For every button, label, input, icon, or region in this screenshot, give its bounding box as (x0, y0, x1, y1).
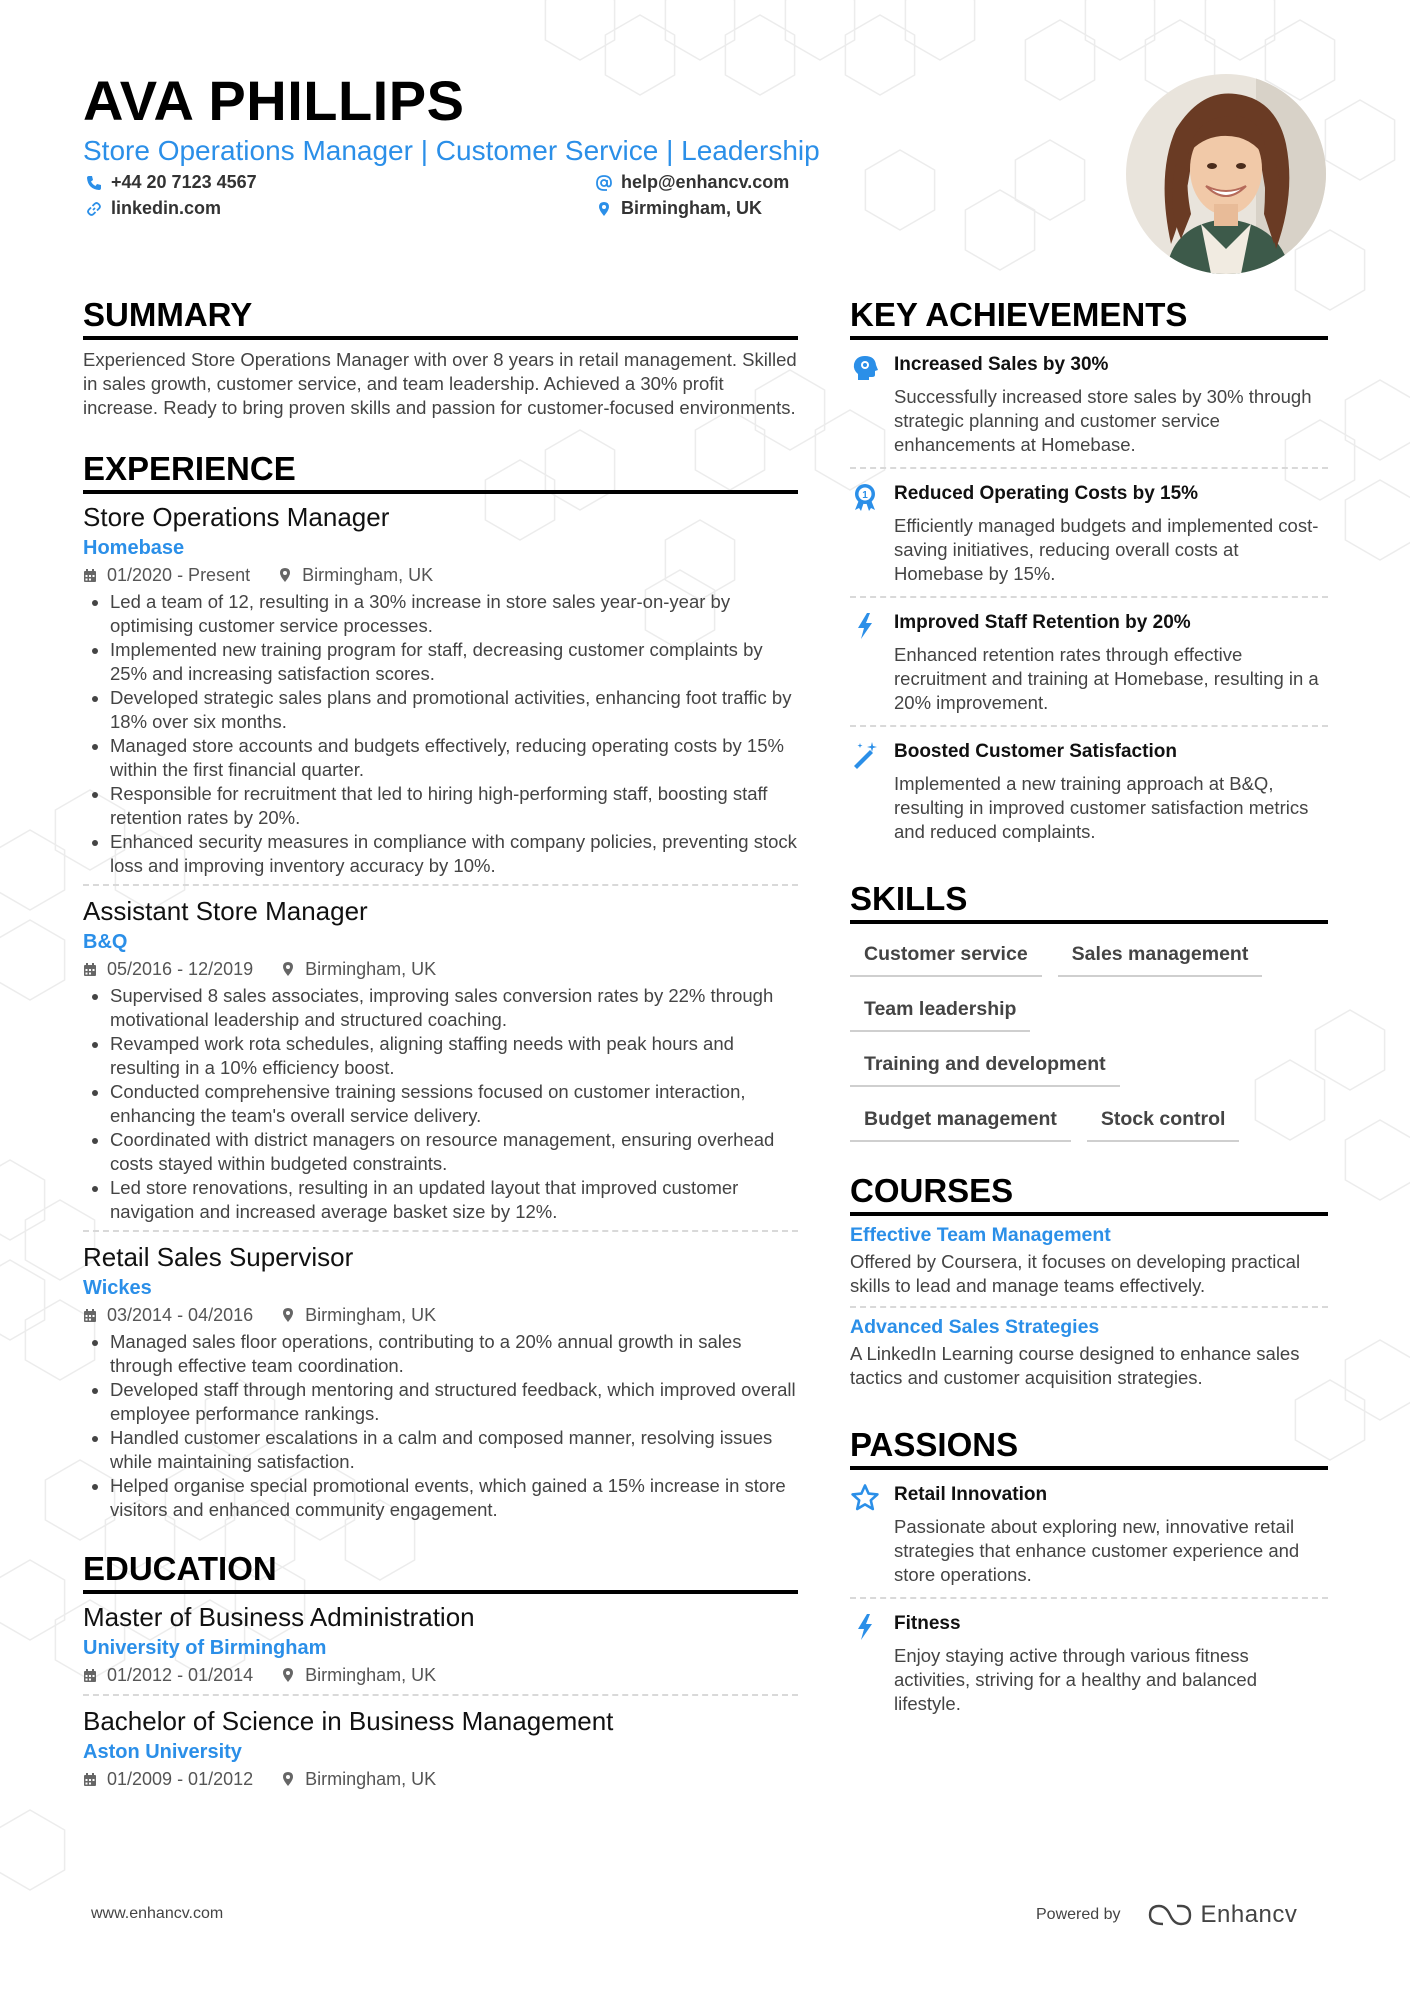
enhancv-logo-icon (1147, 1903, 1193, 1927)
powered-by-text: Powered by (1036, 1906, 1121, 1923)
location-pin-icon (281, 1667, 295, 1683)
job-bullet: • Helped organise special promotional events, which gained a 15% increase in store visitors and enhanced community engagement. (110, 1474, 798, 1522)
job-bullet: • Managed sales floor operations, contributing to a 20% annual growth in sales through effective team coordination. (110, 1330, 798, 1378)
experience-heading: EXPERIENCE (83, 450, 798, 494)
candidate-name: AVA PHILLIPS (83, 69, 465, 132)
award-ribbon-icon (850, 482, 880, 512)
calendar-icon (83, 1308, 97, 1323)
passion-icon-wrap (850, 1611, 894, 1716)
skill-tag: Sales management (1058, 934, 1263, 977)
course-item (850, 1308, 1328, 1398)
phone-text: +44 20 7123 4567 (111, 172, 257, 192)
school-name: Aston University (83, 1741, 242, 1763)
calendar-icon (83, 1772, 97, 1787)
job-bullet: • Handled customer escalations in a calm and composed manner, resolving issues while maintaining satisfaction. (110, 1426, 798, 1474)
courses-heading: COURSES (850, 1172, 1328, 1216)
summary-text: Experienced Store Operations Manager with over 8 years in retail management. Skilled in sales growth, customer service, and team leadership. Achieved a 30% profit increase. Ready to bring proven skills and passion for customer-focused environments. (83, 349, 797, 418)
location-pin-icon (281, 1771, 295, 1787)
job-bullet: • Revamped work rota schedules, aligning staffing needs with peak hours and resulting in a 10% efficiency boost. (110, 1032, 798, 1080)
achievement-description: Enhanced retention rates through effective recruitment and training at Homebase, resulting in a 20% improvement. (894, 644, 1319, 713)
location-contact (596, 198, 762, 219)
experience-entry (83, 1240, 798, 1528)
location-text: Birmingham, UK (621, 198, 763, 218)
education-location-text: Birmingham, UK (305, 1769, 437, 1789)
job-bullet: • Supervised 8 sales associates, improving sales conversion rates by 22% through motivational leadership and structured coaching. (110, 984, 798, 1032)
job-dates: 01/2020 - Present (107, 565, 251, 585)
passion-title: Retail Innovation (894, 1484, 1048, 1505)
course-title: Effective Team Management (850, 1224, 1111, 1246)
course-title: Advanced Sales Strategies (850, 1316, 1100, 1338)
job-bullets (83, 590, 798, 878)
courses-section (850, 1172, 1328, 1398)
achievement-title: Improved Staff Retention by 20% (894, 612, 1191, 633)
achievement-item (850, 340, 1328, 469)
experience-entry (83, 894, 798, 1232)
education-location-text: Birmingham, UK (305, 1665, 437, 1685)
job-bullet: • Managed store accounts and budgets effectively, reducing operating costs by 15% within the first financial quarter. (110, 734, 798, 782)
linkedin-contact[interactable] (86, 198, 221, 219)
achievement-item (850, 598, 1328, 727)
skill-tag: Stock control (1087, 1099, 1240, 1142)
job-location (278, 562, 433, 588)
job-bullet: • Responsible for recruitment that led to hiring high-performing staff, boosting staff retention rates by 20%. (110, 782, 798, 830)
course-item (850, 1216, 1328, 1308)
course-description: A LinkedIn Learning course designed to enhance sales tactics and customer acquisition strategies. (850, 1343, 1300, 1388)
location-pin-icon (278, 567, 292, 583)
job-bullet: • Led a team of 12, resulting in a 30% increase in store sales year-on-year by optimising customer service processes. (110, 590, 798, 638)
school-name: University of Birmingham (83, 1637, 327, 1659)
lightning-icon (850, 611, 880, 641)
achievement-icon-wrap (850, 739, 894, 844)
job-title: Assistant Store Manager (83, 896, 368, 926)
job-bullets (83, 1330, 798, 1522)
achievement-title: Increased Sales by 30% (894, 354, 1109, 375)
passion-item (850, 1470, 1328, 1599)
job-bullet: • Developed staff through mentoring and structured feedback, which improved overall employee performance rankings. (110, 1378, 798, 1426)
achievement-icon-wrap (850, 610, 894, 715)
passion-description: Passionate about exploring new, innovative retail strategies that enhance customer experience and store operations. (894, 1516, 1300, 1585)
job-bullet: • Coordinated with district managers on resource management, ensuring overhead costs stayed within budgeted constraints. (110, 1128, 798, 1176)
right-column (850, 296, 1328, 1726)
skills-heading: SKILLS (850, 880, 1328, 924)
summary-section (83, 296, 798, 420)
company-name: Wickes (83, 1277, 152, 1299)
job-location (281, 1302, 436, 1328)
experience-entry (83, 500, 798, 886)
passion-icon-wrap (850, 1482, 894, 1587)
passions-section (850, 1426, 1328, 1726)
education-meta (83, 1766, 798, 1792)
achievement-description: Efficiently managed budgets and implemented cost-saving initiatives, reducing overall costs at Homebase by 15%. (894, 515, 1319, 584)
brand-text: Enhancv (1200, 1901, 1298, 1928)
passion-description: Enjoy staying active through various fitness activities, striving for a healthy and balanced lifestyle. (894, 1645, 1258, 1714)
link-icon (86, 201, 102, 217)
achievement-item (850, 469, 1328, 598)
job-bullet: • Led store renovations, resulting in an updated layout that improved customer navigation and increased average basket size by 12%. (110, 1176, 798, 1224)
email-contact[interactable] (596, 172, 789, 193)
job-bullet: • Implemented new training program for staff, decreasing customer complaints by 25% and increasing satisfaction scores. (110, 638, 798, 686)
job-bullet: • Enhanced security measures in compliance with company policies, preventing stock loss and improving inventory accuracy by 10%. (110, 830, 798, 878)
passion-item (850, 1599, 1328, 1726)
achievement-title: Boosted Customer Satisfaction (894, 741, 1177, 762)
job-bullet: • Developed strategic sales plans and promotional activities, enhancing foot traffic by 18% over six months. (110, 686, 798, 734)
company-name: B&Q (83, 931, 128, 953)
skills-section (850, 880, 1328, 1154)
achievements-section (850, 296, 1328, 854)
achievement-description: Implemented a new training approach at B&Q, resulting in improved customer satisfaction metrics and reduced complaints. (894, 773, 1309, 842)
passion-title: Fitness (894, 1613, 961, 1634)
job-dates: 05/2016 - 12/2019 (107, 959, 254, 979)
calendar-icon (83, 962, 97, 977)
job-meta (83, 956, 798, 982)
skill-tag: Team leadership (850, 989, 1030, 1032)
magic-wand-icon (850, 740, 880, 770)
achievements-heading: KEY ACHIEVEMENTS (850, 296, 1328, 340)
at-icon (596, 175, 612, 191)
job-location (281, 956, 436, 982)
degree-title: Master of Business Administration (83, 1602, 475, 1632)
course-description: Offered by Coursera, it focuses on developing practical skills to lead and manage teams effectively. (850, 1251, 1301, 1296)
svg-text:1: 1 (862, 490, 868, 501)
skill-tag: Training and development (850, 1044, 1120, 1087)
education-dates: 01/2012 - 01/2014 (107, 1665, 254, 1685)
job-bullet: • Conducted comprehensive training sessions focused on customer interaction, enhancing the team's overall service delivery. (110, 1080, 798, 1128)
education-section (83, 1550, 798, 1798)
left-column (83, 296, 798, 1806)
education-heading: EDUCATION (83, 1550, 798, 1594)
achievement-description: Successfully increased store sales by 30% through strategic planning and customer service enhancements at Homebase. (894, 386, 1312, 455)
location-pin-icon (281, 961, 295, 977)
headline: Store Operations Manager | Customer Service | Leadership (83, 135, 820, 166)
job-bullets (83, 984, 798, 1224)
footer-website[interactable]: www.enhancv.com (91, 1905, 224, 1922)
location-pin-icon (281, 1307, 295, 1323)
job-meta (83, 562, 798, 588)
education-dates: 01/2009 - 01/2012 (107, 1769, 254, 1789)
job-location-text: Birmingham, UK (305, 959, 437, 979)
star-icon (850, 1483, 880, 1513)
job-dates: 03/2014 - 04/2016 (107, 1305, 254, 1325)
head-icon (850, 353, 880, 383)
calendar-icon (83, 568, 97, 583)
skill-tag: Budget management (850, 1099, 1071, 1142)
education-meta (83, 1662, 798, 1688)
phone-icon (86, 175, 102, 191)
footer-branding (1036, 1901, 1297, 1929)
company-name: Homebase (83, 537, 185, 559)
education-entry (83, 1704, 798, 1798)
achievement-icon-wrap (850, 352, 894, 457)
passions-heading: PASSIONS (850, 1426, 1328, 1470)
location-pin-icon (596, 201, 612, 217)
achievement-icon-wrap (850, 481, 894, 586)
job-title: Store Operations Manager (83, 502, 390, 532)
linkedin-text: linkedin.com (111, 198, 222, 218)
portrait-illustration (1126, 74, 1326, 274)
degree-title: Bachelor of Science in Business Management (83, 1706, 614, 1736)
job-location-text: Birmingham, UK (305, 1305, 437, 1325)
phone-contact (86, 172, 257, 193)
skill-tag: Customer service (850, 934, 1042, 977)
email-text: help@enhancv.com (621, 172, 790, 192)
calendar-icon (83, 1668, 97, 1683)
achievement-item (850, 727, 1328, 854)
education-entry (83, 1600, 798, 1696)
job-title: Retail Sales Supervisor (83, 1242, 354, 1272)
summary-heading: SUMMARY (83, 296, 798, 340)
experience-section (83, 450, 798, 1528)
job-meta (83, 1302, 798, 1328)
achievement-title: Reduced Operating Costs by 15% (894, 483, 1199, 504)
education-location (281, 1766, 436, 1792)
profile-photo (1126, 74, 1326, 274)
job-location-text: Birmingham, UK (302, 565, 434, 585)
lightning-icon (850, 1612, 880, 1642)
education-location (281, 1662, 436, 1688)
